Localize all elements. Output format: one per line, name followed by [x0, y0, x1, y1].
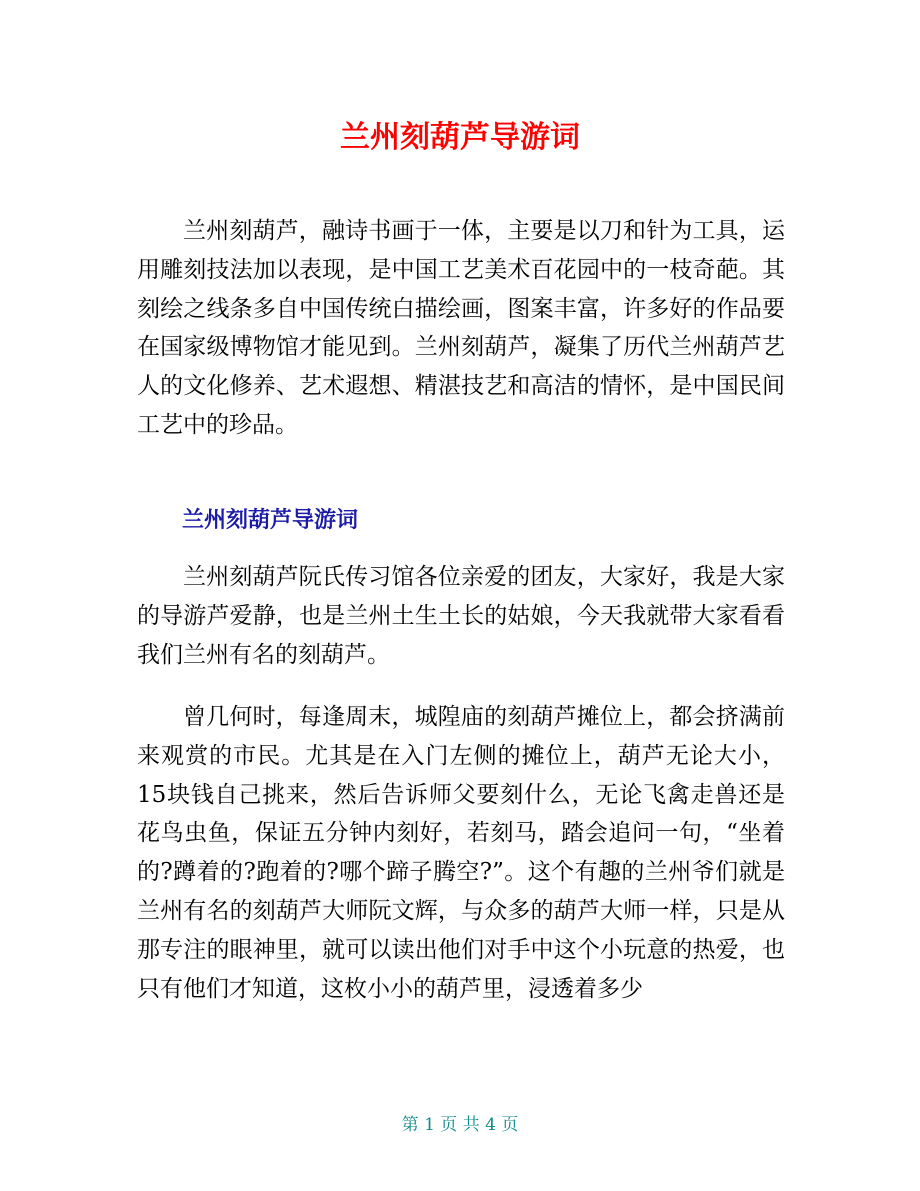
greeting-paragraph: 兰州刻葫芦阮氏传习馆各位亲爱的团友，大家好，我是大家的导游芦爱静，也是兰州土生土长的姑娘，今天我就带大家看看我们兰州有名的刻葫芦。 [137, 564, 785, 668]
document-title: 兰州刻葫芦导游词 [340, 120, 580, 155]
intro-paragraph: 兰州刻葫芦，融诗书画于一体，主要是以刀和针为工具，运用雕刻技法加以表现，是中国工艺美术百花园中的一枝奇葩。其刻绘之线条多自中国传统白描绘画，图案丰富，许多好的作品要在国家级博物馆才能见到。兰州刻葫芦，凝集了历代兰州葫芦艺人的文化修养、艺术遐想、精湛技艺和高洁的情怀，是中国民间工艺中的珍品。 [137, 218, 785, 438]
story-paragraph: 曾几何时，每逢周末，城隍庙的刻葫芦摊位上，都会挤满前来观赏的市民。尤其是在入门左侧的摊位上，葫芦无论大小，15块钱自己挑来，然后告诉师父要刻什么，无论飞禽走兽还是花鸟虫鱼，保证五分钟内刻好，若刻马，踏会追问一句，“坐着的?蹲着的?跑着的?哪个蹄子腾空?”。这个有趣的兰州爷们就是兰州有名的刻葫芦大师阮文辉，与众多的葫芦大师一样，只是从那专注的眼神里，就可以读出他们对手中这个小玩意的热爱，也只有他们才知道，这枚小小的葫芦里，浸透着多少 [137, 704, 785, 1002]
page-number-footer [0, 1113, 920, 1137]
section-heading: 兰州刻葫芦导游词 [182, 508, 359, 533]
page-number-label: 第 1 页 共 4 页 [401, 1115, 519, 1135]
